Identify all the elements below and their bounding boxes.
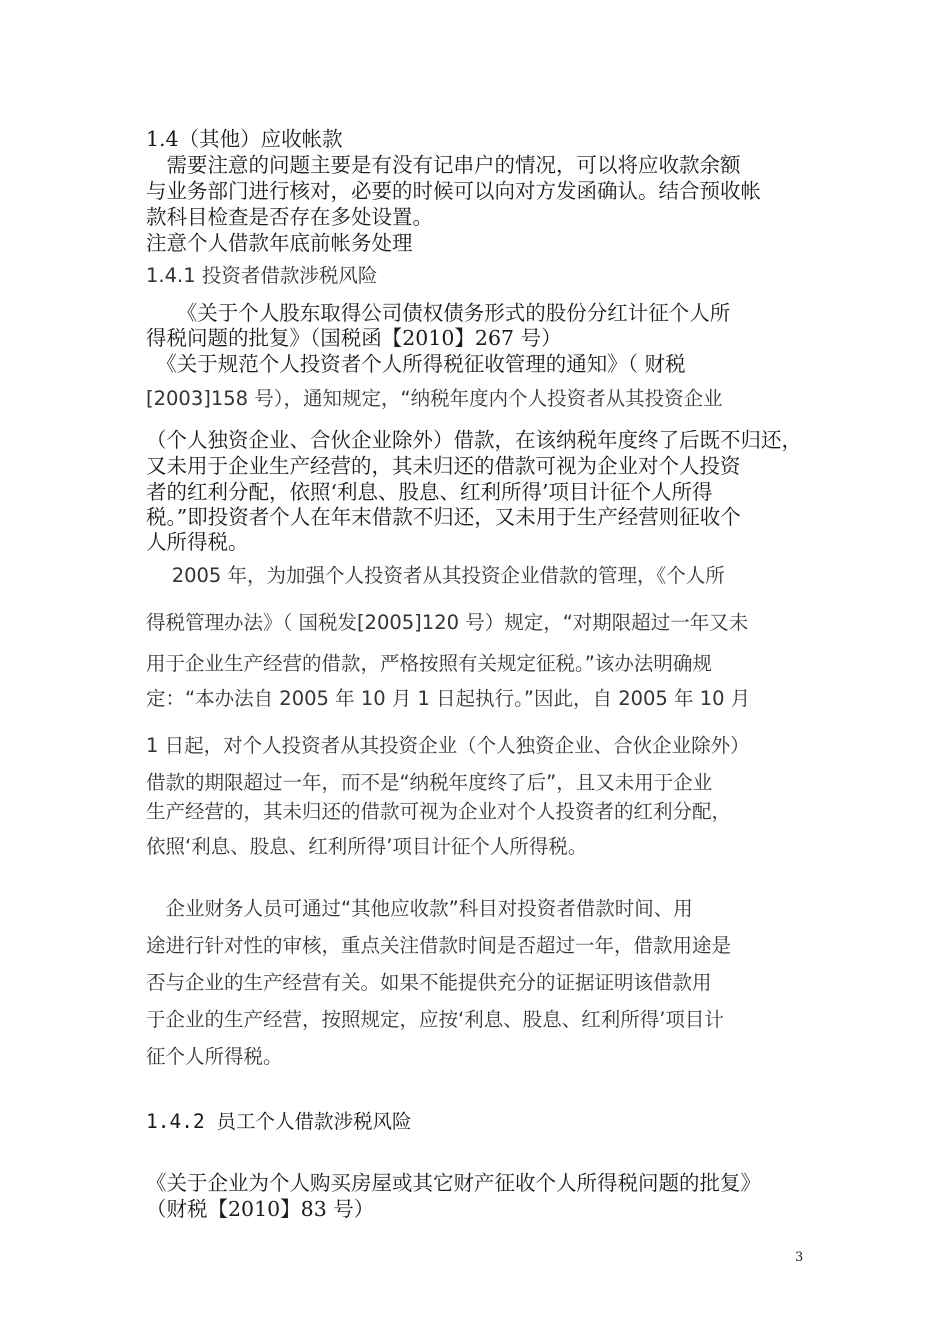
paragraph-line: 生产经营的，其未归还的借款可视为企业对个人投资者的红利分配， bbox=[146, 800, 732, 823]
citation-line: 《关于规范个人投资者个人所得税征收管理的通知》（ 财税 bbox=[146, 352, 686, 376]
paragraph-line: [2003]158 号），通知规定，“纳税年度内个人投资者从其投资企业 bbox=[146, 387, 723, 410]
citation-line: 《关于个人股东取得公司债权债务形式的股份分红计征个人所 bbox=[146, 301, 731, 325]
paragraph-line: 又未用于企业生产经营的，其未归还的借款可视为企业对个人投资 bbox=[146, 454, 741, 478]
paragraph-line: 企业财务人员可通过“其他应收款”科目对投资者借款时间、用 bbox=[146, 897, 693, 920]
page-number: 3 bbox=[795, 1250, 804, 1265]
paragraph-line: 者的红利分配，依照‘利息、股息、红利所得’项目计征个人所得 bbox=[146, 480, 713, 504]
paragraph-line: 1 日起，对个人投资者从其投资企业（个人独资企业、合伙企业除外） bbox=[146, 734, 750, 757]
citation-line: （财税【2010】83 号） bbox=[146, 1197, 375, 1221]
paragraph-line: 于企业的生产经营，按照规定，应按‘利息、股息、红利所得’项目计 bbox=[146, 1008, 724, 1031]
paragraph-line: 借款的期限超过一年，而不是“纳税年度终了后”，且又未用于企业 bbox=[146, 771, 713, 794]
section-heading-1-4-2: 1.4.2 员工个人借款涉税风险 bbox=[146, 1110, 412, 1133]
paragraph-line: 得税管理办法》（ 国税发[2005]120 号）规定，“对期限超过一年又未 bbox=[146, 611, 749, 634]
section-heading-1-4-1: 1.4.1 投资者借款涉税风险 bbox=[146, 264, 378, 287]
paragraph-line: 需要注意的问题主要是有没有记串户的情况，可以将应收款余额 bbox=[146, 153, 741, 177]
paragraph-line: （个人独资企业、合伙企业除外）借款，在该纳税年度终了后既不归还， bbox=[146, 428, 802, 452]
citation-line: 得税问题的批复》（国税函【2010】267 号） bbox=[146, 326, 562, 350]
note-line: 注意个人借款年底前帐务处理 bbox=[146, 231, 413, 255]
paragraph-line: 征个人所得税。 bbox=[146, 1045, 283, 1068]
paragraph-line: 用于企业生产经营的借款，严格按照有关规定征税。”该办法明确规 bbox=[146, 652, 712, 675]
paragraph-line: 税。”即投资者个人在年末借款不归还，又未用于生产经营则征收个 bbox=[146, 505, 741, 529]
paragraph-line: 人所得税。 bbox=[146, 530, 249, 554]
paragraph-line: 与业务部门进行核对，必要的时候可以向对方发函确认。结合预收帐 bbox=[146, 179, 761, 203]
paragraph-line: 款科目检查是否存在多处设置。 bbox=[146, 205, 433, 229]
paragraph-line: 定：“本办法自 2005 年 10 月 1 日起执行。”因此，自 2005 年 10 月 bbox=[146, 687, 751, 710]
paragraph-line: 否与企业的生产经营有关。如果不能提供充分的证据证明该借款用 bbox=[146, 971, 712, 994]
section-heading-1-4: 1.4（其他）应收帐款 bbox=[146, 127, 343, 151]
citation-line: 《关于企业为个人购买房屋或其它财产征收个人所得税问题的批复》 bbox=[146, 1171, 761, 1195]
paragraph-line: 2005 年，为加强个人投资者从其投资企业借款的管理，《个人所 bbox=[146, 564, 725, 587]
paragraph-line: 依照‘利息、股息、红利所得’项目计征个人所得税。 bbox=[146, 835, 588, 858]
paragraph-line: 途进行针对性的审核，重点关注借款时间是否超过一年，借款用途是 bbox=[146, 934, 732, 957]
